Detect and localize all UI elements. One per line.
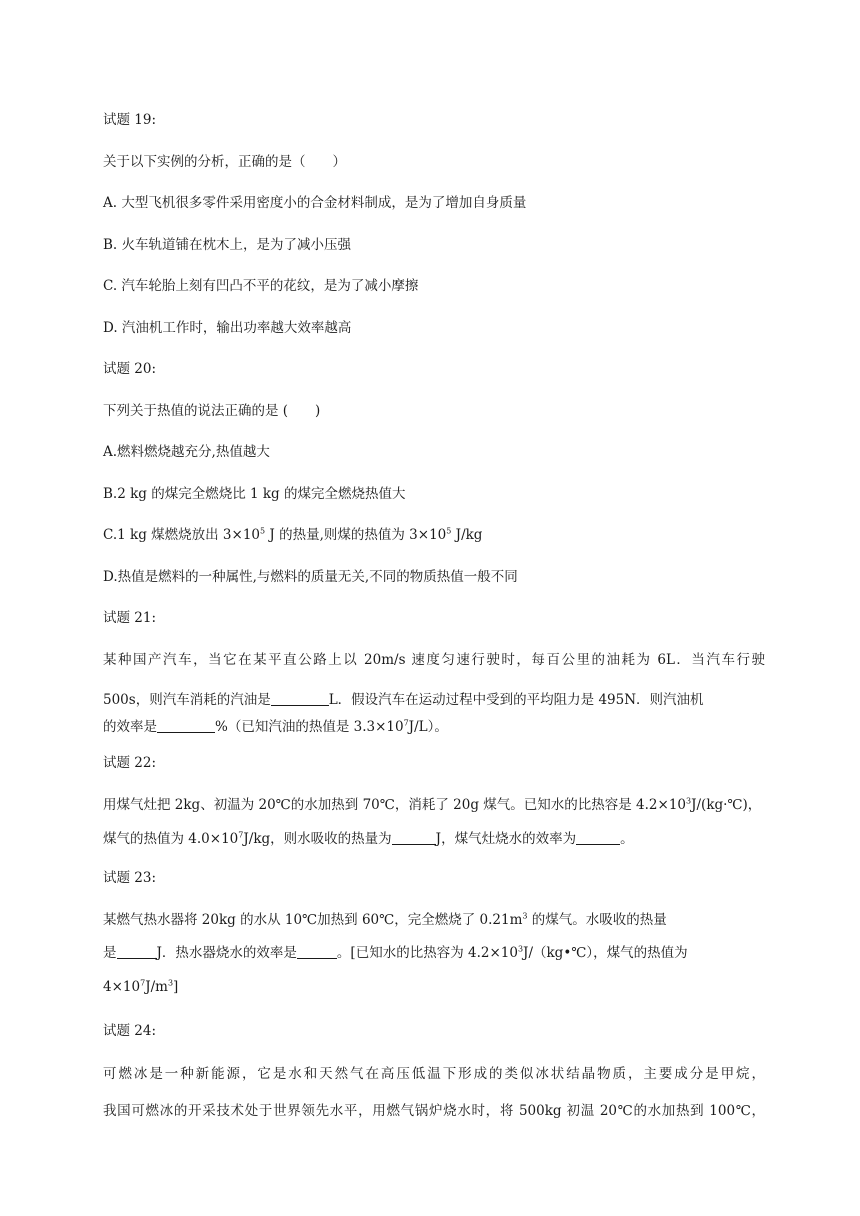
question-21-line-3: 的效率是 %（已知汽油的热值是 $3.3\times 10^7J/L$）。 — [103, 718, 448, 735]
question-24-title: 试题 24: — [103, 1023, 157, 1039]
question-20-option-b: B.2 kg 的煤完全燃烧比 1 kg 的煤完全燃烧热值大 — [103, 486, 406, 502]
question-21-line-2: 500s，则汽车消耗的汽油是 L．假设汽车在运动过程中受到的平均阻力是 495N．则汽油机 — [103, 692, 704, 708]
answer-blank — [271, 691, 329, 706]
question-19-option-b: B. 火车轨道铺在枕木上，是为了减小压强 — [103, 237, 352, 253]
question-20-title: 试题 20: — [103, 361, 157, 377]
answer-blank — [297, 944, 337, 959]
question-24-line-2: 我国可燃冰的开采技术处于世界领先水平，用燃气锅炉烧水时，将 500kg 初温 20℃的水加热到 100℃， — [103, 1103, 765, 1119]
answer-blank — [157, 718, 215, 733]
question-23-title: 试题 23: — [103, 870, 157, 886]
question-21-line-1: 某种国产汽车，当它在某平直公路上以 20m/s 速度匀速行驶时，每百公里的油耗为 6L．当汽车行驶 — [103, 652, 765, 668]
question-20-option-a: A.燃料燃烧越充分,热值越大 — [103, 444, 270, 460]
question-20-option-c: C.1 kg 煤燃烧放出 $3\times 10^5$ J 的热量,则煤的热值为 $3\times 10^5$ J/kg — [103, 526, 483, 543]
question-23-line-1: 某燃气热水器将 20kg 的水从 10℃加热到 60℃，完全燃烧了 $0.21m^3$ 的煤气。水吸收的热量 — [103, 911, 667, 928]
question-19-option-c: C. 汽车轮胎上刻有凹凸不平的花纹，是为了减小摩擦 — [103, 278, 419, 294]
question-23-line-3: $4\times 10^7J/m^3$] — [103, 978, 179, 995]
question-21-title: 试题 21: — [103, 610, 157, 626]
question-22-line-2: 煤气的热值为 $4.0\times 10^7J/kg$，则水吸收的热量为 J，煤气灶烧水的效率为 。 — [103, 830, 634, 847]
question-23-line-2: 是 J．热水器烧水的效率是 。[已知水的比热容为 $4.2\times 10^3J/(kg•℃)$，煤气的热值为 — [103, 944, 688, 961]
question-19-stem: 关于以下实例的分析，正确的是（ ） — [103, 154, 346, 170]
question-24-line-1: 可燃冰是一种新能源，它是水和天然气在高压低温下形成的类似冰状结晶物质，主要成分是甲烷， — [103, 1066, 765, 1082]
question-19-title: 试题 19: — [103, 112, 157, 128]
question-19-option-a: A. 大型飞机很多零件采用密度小的合金材料制成，是为了增加自身质量 — [103, 195, 527, 211]
answer-blank — [576, 830, 620, 845]
question-22-line-1: 用煤气灶把 2kg、初温为 20℃的水加热到 70℃，消耗了 20g 煤气。已知水的比热容是 $4.2\times 10^3J/(kg\cdot℃)$， — [103, 796, 762, 813]
question-22-title: 试题 22: — [103, 755, 157, 771]
question-20-stem: 下列关于热值的说法正确的是 ( ) — [103, 403, 321, 419]
question-20-option-d: D.热值是燃料的一种属性,与燃料的质量无关,不同的物质热值一般不同 — [103, 569, 518, 585]
answer-blank — [392, 830, 436, 845]
answer-blank — [117, 944, 157, 959]
question-19-option-d: D. 汽油机工作时，输出功率越大效率越高 — [103, 320, 352, 336]
